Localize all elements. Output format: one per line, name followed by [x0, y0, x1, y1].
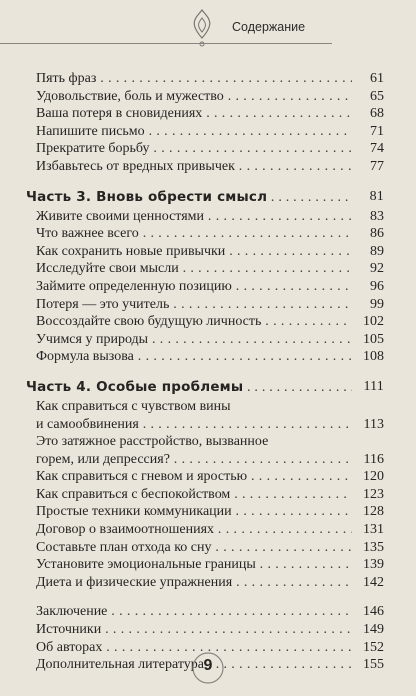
toc-entry-page: 83: [370, 208, 384, 224]
toc-entry: [26, 313, 384, 331]
toc-entry: [26, 451, 384, 469]
toc-entry: [26, 521, 384, 539]
toc-entry: [26, 225, 384, 243]
toc-entry-page: 149: [363, 622, 384, 638]
toc-entry: [26, 296, 384, 314]
toc-entry: [26, 158, 384, 176]
toc-entry-title: Прекратите борьбу . . .: [36, 140, 352, 158]
toc-entry-title: Установите эмоциональные границы . . .: [36, 556, 352, 574]
toc-entry-title: Исследуйте свои мысли . . .: [36, 260, 352, 278]
toc-entry-title: Учимся у природы . . .: [36, 331, 352, 349]
toc-entry-page: 68: [370, 106, 384, 122]
toc-entry: [26, 70, 384, 88]
toc-entry-page: 102: [363, 314, 384, 330]
toc-entry-title: Как справиться с гневом и яростью . . .: [36, 468, 352, 486]
toc-entry-title: Пять фраз . . .: [36, 70, 352, 88]
toc-entry-page: 65: [370, 88, 384, 104]
toc-entry-page: 92: [370, 261, 384, 277]
toc-entry-title: Как сохранить новые привычки . . .: [36, 243, 352, 261]
toc-entry-page: 105: [363, 331, 384, 347]
toc-entry-page: 120: [363, 469, 384, 485]
toc-entry-title: Избавьтесь от вредных привычек . . .: [36, 158, 352, 176]
toc-entry: [26, 468, 384, 486]
toc-entry: [26, 621, 384, 639]
section-gap: [26, 591, 384, 603]
toc-entry-title: Диета и физические упражнения . . .: [36, 574, 352, 592]
header-rule: [0, 43, 332, 44]
toc-part-heading: [26, 186, 384, 208]
toc-entry: [26, 278, 384, 296]
toc-entry-page: 99: [370, 296, 384, 312]
toc-entry: [26, 331, 384, 349]
toc-entry: [26, 503, 384, 521]
toc-part-heading: [26, 376, 384, 398]
toc-entry: [26, 539, 384, 557]
toc-entry-title: Воссоздайте свою будущую личность . . .: [36, 313, 352, 331]
toc-entry-title: Формула вызова . . .: [36, 348, 352, 366]
toc-entry-title: Что важнее всего . . .: [36, 225, 352, 243]
toc-entry-page: 152: [363, 639, 384, 655]
toc-entry-title: Как справиться с чувством вины: [36, 398, 231, 414]
table-of-contents: [26, 70, 384, 674]
toc-entry-title: Договор о взаимоотношениях . . .: [36, 521, 352, 539]
toc-entry-page: 123: [363, 486, 384, 502]
toc-entry: [26, 243, 384, 261]
toc-entry-title: Как справиться с беспокойством . . .: [36, 486, 352, 504]
toc-entry-title: Простые техники коммуникации . . .: [36, 503, 352, 521]
toc-entry-page: 116: [363, 451, 384, 467]
toc-entry-page: 113: [363, 416, 384, 432]
toc-entry-page: 131: [363, 522, 384, 538]
toc-entry-title: и самообвинения . . .: [36, 416, 352, 434]
toc-entry-title: Удовольствие, боль и мужество . . .: [36, 88, 352, 106]
toc-entry-title: Живите своими ценностями . . .: [36, 208, 352, 226]
toc-part-title: Часть 4. Особые проблемы . . .: [26, 376, 352, 399]
toc-entry: [26, 398, 384, 416]
toc-entry: [26, 123, 384, 141]
running-head: Содержание: [232, 20, 306, 34]
toc-entry-page: 96: [370, 278, 384, 294]
toc-entry: [26, 433, 384, 451]
toc-entry: [26, 208, 384, 226]
toc-part-page: 111: [363, 378, 384, 394]
toc-entry: [26, 105, 384, 123]
toc-entry-title: Потеря — это учитель . . .: [36, 296, 352, 314]
toc-entry-title: Составьте план отхода ко сну . . .: [36, 539, 352, 557]
toc-entry: [26, 88, 384, 106]
toc-entry-title: горем, или депрессия? . . .: [36, 451, 352, 469]
toc-entry-title: Ваша потеря в сновидениях . . .: [36, 105, 352, 123]
toc-entry-page: 146: [363, 604, 384, 620]
toc-entry-page: 74: [370, 141, 384, 157]
page-header: [0, 0, 416, 60]
toc-entry: [26, 416, 384, 434]
toc-entry-page: 108: [363, 349, 384, 365]
page-number: 9: [203, 657, 213, 674]
toc-entry-page: 77: [370, 158, 384, 174]
toc-entry-page: 139: [363, 557, 384, 573]
toc-entry-page: 89: [370, 243, 384, 259]
toc-entry-page: 128: [363, 504, 384, 520]
toc-entry: [26, 556, 384, 574]
toc-entry: [26, 486, 384, 504]
toc-entry: [26, 603, 384, 621]
toc-entry-title: Займите определенную позицию . . .: [36, 278, 352, 296]
page-number-badge: [190, 650, 226, 686]
toc-entry-title: Дополнительная литература . . .: [36, 656, 352, 674]
toc-entry-page: 142: [363, 574, 384, 590]
toc-entry: [26, 574, 384, 592]
toc-entry-title: Заключение . . .: [36, 603, 352, 621]
toc-entry-page: 155: [363, 657, 384, 673]
toc-entry-title: Источники . . .: [36, 621, 352, 639]
toc-entry: [26, 260, 384, 278]
toc-entry-title: Это затяжное расстройство, вызванное: [36, 434, 269, 450]
toc-entry-page: 86: [370, 226, 384, 242]
ornament-icon: [186, 8, 218, 48]
toc-entry-page: 61: [370, 71, 384, 86]
toc-part-page: 81: [369, 188, 384, 204]
toc-entry-page: 135: [363, 539, 384, 555]
toc-entry-page: 71: [370, 123, 384, 139]
toc-part-title: Часть 3. Вновь обрести смысл . . .: [26, 186, 352, 209]
toc-entry: [26, 348, 384, 366]
toc-entry: [26, 140, 384, 158]
toc-entry-title: Об авторах . . .: [36, 639, 352, 657]
toc-entry-title: Напишите письмо . . .: [36, 123, 352, 141]
